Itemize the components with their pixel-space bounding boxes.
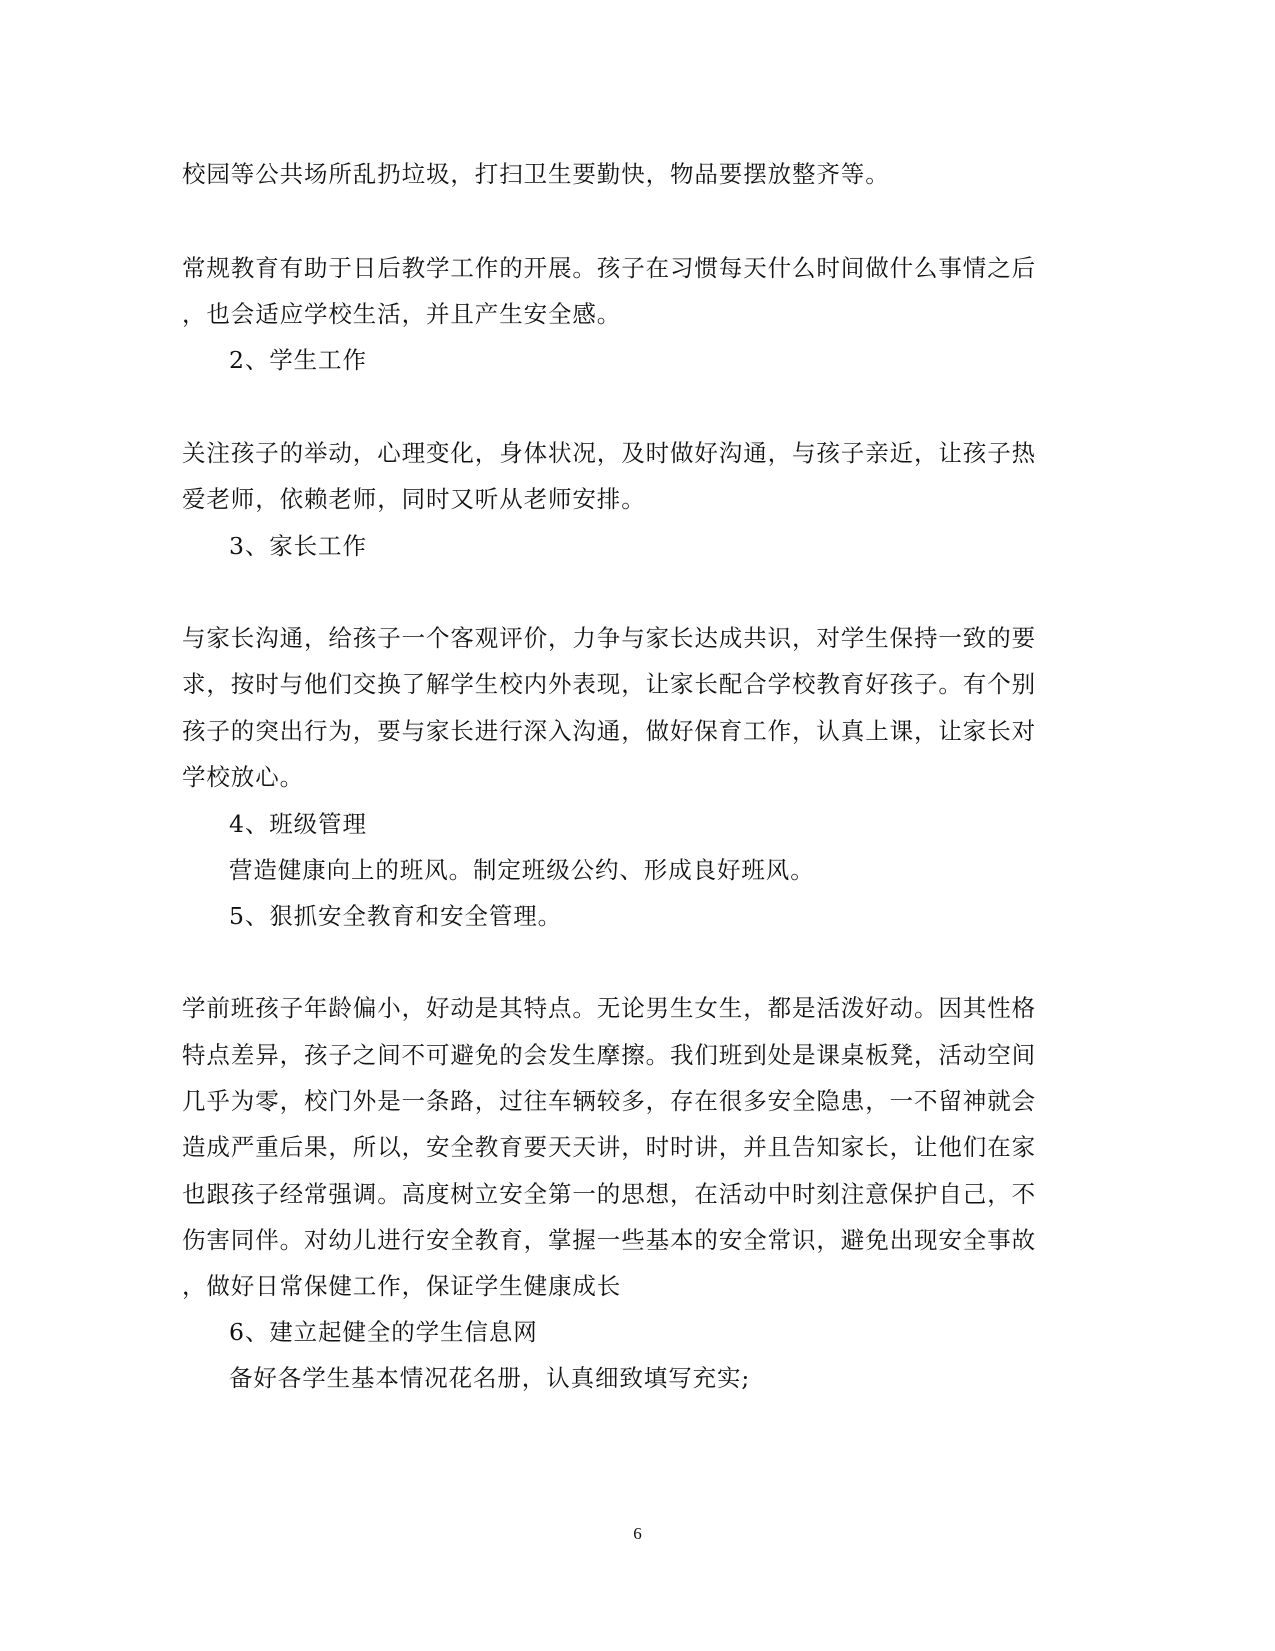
body-text-line: 爱老师，依赖老师，同时又听从老师安排。 [182, 485, 646, 513]
body-text-line: 校园等公共场所乱扔垃圾，打扫卫生要勤快，物品要摆放整齐等。 [182, 160, 890, 188]
section-heading: 4、班级管理 [229, 810, 367, 838]
body-text-line: 求，按时与他们交换了解学生校内外表现，让家长配合学校教育好孩子。有个别 [182, 670, 1036, 698]
body-text-line: 伤害同伴。对幼儿进行安全教育，掌握一些基本的安全常识，避免出现安全事故 [182, 1226, 1036, 1254]
page-number: 6 [633, 1524, 642, 1543]
body-text-line: 学校放心。 [182, 763, 304, 791]
body-text-line: 几乎为零，校门外是一条路，过往车辆较多，存在很多安全隐患，一不留神就会 [182, 1087, 1036, 1115]
body-text-line: ，做好日常保健工作，保证学生健康成长 [182, 1272, 622, 1300]
body-text-line: 学前班孩子年龄偏小，好动是其特点。无论男生女生，都是活泼好动。因其性格 [182, 994, 1036, 1022]
body-text-line: 关注孩子的举动，心理变化，身体状况，及时做好沟通，与孩子亲近，让孩子热 [182, 439, 1036, 467]
body-text-line: ，也会适应学校生活，并且产生安全感。 [182, 300, 622, 328]
body-text-line: 备好各学生基本情况花名册，认真细致填写充实; [229, 1364, 751, 1392]
body-text-line: 孩子的突出行为，要与家长进行深入沟通，做好保育工作，认真上课，让家长对 [182, 717, 1036, 745]
section-heading: 3、家长工作 [229, 532, 367, 560]
section-heading: 5、狠抓安全教育和安全管理。 [229, 902, 563, 930]
body-text-line: 特点差异，孩子之间不可避免的会发生摩擦。我们班到处是课桌板凳，活动空间 [182, 1041, 1036, 1069]
body-text-line: 与家长沟通，给孩子一个客观评价，力争与家长达成共识，对学生保持一致的要 [182, 624, 1036, 652]
section-heading: 2、学生工作 [229, 346, 367, 374]
body-text-line: 造成严重后果，所以，安全教育要天天讲，时时讲，并且告知家长，让他们在家 [182, 1133, 1036, 1161]
body-text-line: 常规教育有助于日后教学工作的开展。孩子在习惯每天什么时间做什么事情之后 [182, 254, 1036, 282]
section-heading: 6、建立起健全的学生信息网 [229, 1318, 538, 1346]
body-text-line: 也跟孩子经常强调。高度树立安全第一的思想，在活动中时刻注意保护自己，不 [182, 1180, 1036, 1208]
body-text-line: 营造健康向上的班风。制定班级公约、形成良好班风。 [229, 856, 815, 884]
